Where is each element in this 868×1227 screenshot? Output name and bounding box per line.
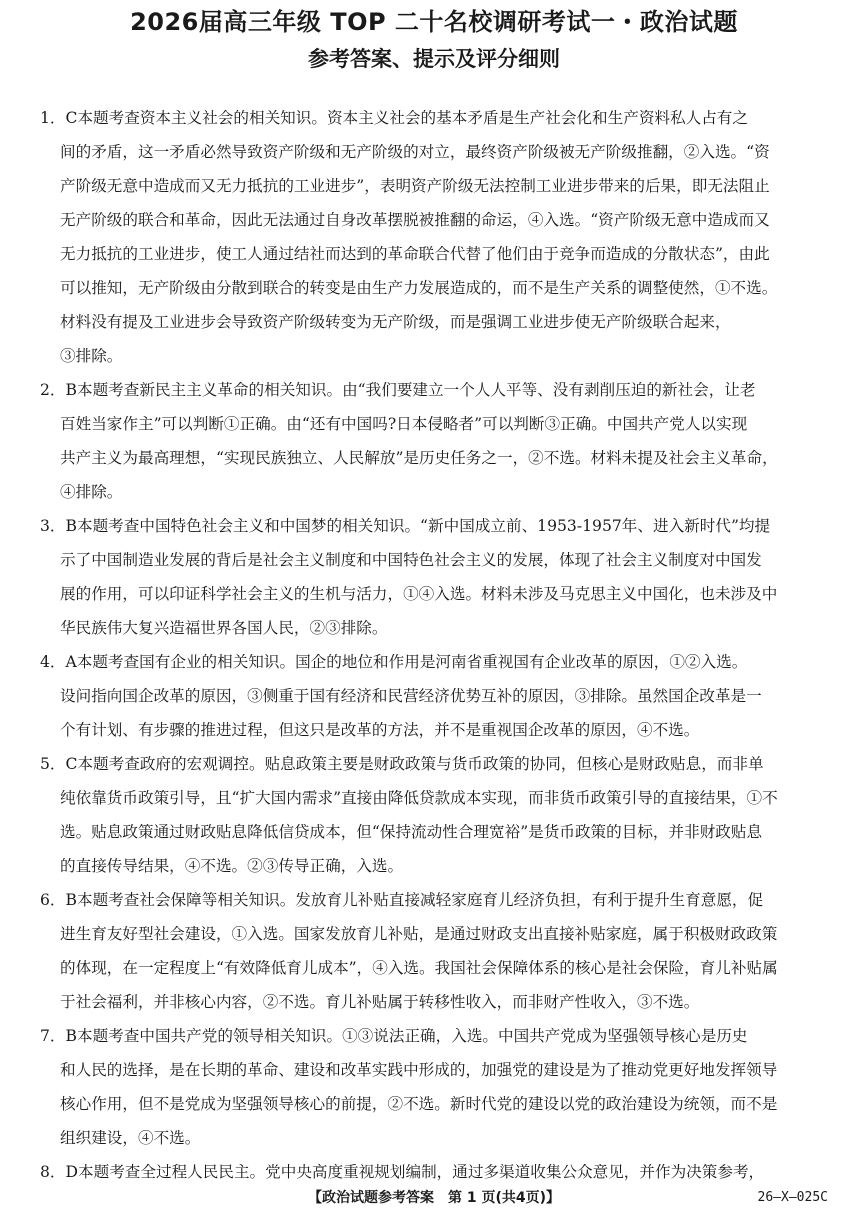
footer-page-label: 【政治试题参考答案 第 1 页(共4页)】 (307, 1190, 561, 1206)
answer-line: 和人民的选择，是在长期的革命、建设和改革实践中形成的，加强党的建设是为了推动党更好地发挥领导 (60, 1061, 778, 1079)
answer-item (40, 747, 836, 883)
answer-item (40, 509, 836, 645)
page-subtitle: 参考答案、提示及评分细则 (308, 47, 560, 71)
footer-code: 26—X—025C (757, 1190, 828, 1205)
answer-line: 选。贴息政策通过财政贴息降低信贷成本，但“保持流动性合理宽裕”是货币政策的目标，并非财政贴息 (60, 823, 763, 841)
answer-line: ③排除。 (60, 347, 123, 365)
answer-line: 示了中国制造业发展的背后是社会主义制度和中国特色社会主义的发展，体现了社会主义制度对中国发 (60, 551, 762, 569)
answer-line: 无产阶级的联合和革命，因此无法通过自身改革摆脱被推翻的命运，④入选。“资产阶级无意中造成而又 (60, 211, 770, 229)
answer-item (40, 373, 836, 509)
answer-first-line: 7．B本题考查中国共产党的领导相关知识。①③说法正确，入选。中国共产党成为坚强领导核心是历史 (40, 1027, 748, 1045)
answer-line: 核心作用，但不是党成为坚强领导核心的前提，②不选。新时代党的建设以党的政治建设为统领，而不是 (60, 1095, 778, 1113)
answer-line: ④排除。 (60, 483, 123, 501)
answer-line: 于社会福利，并非核心内容，②不选。育儿补贴属于转移性收入，而非财产性收入，③不选。 (60, 993, 700, 1011)
answer-line: 百姓当家作主”可以判断①正确。由“还有中国吗?日本侵略者”可以判断③正确。中国共产党人以实现 (60, 415, 748, 433)
answer-list (40, 101, 836, 1189)
answer-line: 无力抵抗的工业进步，使工人通过结社而达到的革命联合代替了他们由于竞争而造成的分散状态”，由此 (60, 245, 770, 263)
answer-line: 个有计划、有步骤的推进过程，但这只是改革的方法，并不是重视国企改革的原因，④不选。 (60, 721, 700, 739)
answer-first-line: 6．B本题考查社会保障等相关知识。发放育儿补贴直接减轻家庭育儿经济负担，有利于提升生育意愿，促 (40, 891, 764, 909)
answer-first-line: 2．B本题考查新民主主义革命的相关知识。由“我们要建立一个人人平等、没有剥削压迫的新社会，让老 (40, 381, 756, 399)
answer-line: 组织建设，④不选。 (60, 1129, 201, 1147)
page-footer (0, 1186, 868, 1210)
answer-item (40, 101, 836, 373)
answer-item (40, 883, 836, 1019)
answer-line: 华民族伟大复兴造福世界各国人民，②③排除。 (60, 619, 388, 637)
answer-first-line: 3．B本题考查中国特色社会主义和中国梦的相关知识。“新中国成立前、1953-1957年、进入新时代”均提 (40, 517, 771, 535)
answer-line: 纯依靠货币政策引导，且“扩大国内需求”直接由降低贷款成本实现，而非货币政策引导的直接结果，①不 (60, 789, 778, 807)
answer-line: 展的作用，可以印证科学社会主义的生机与活力，①④入选。材料未涉及马克思主义中国化，也未涉及中 (60, 585, 778, 603)
answer-first-line: 5．C本题考查政府的宏观调控。贴息政策主要是财政政策与货币政策的协同，但核心是财政贴息，而非单 (40, 755, 764, 773)
answer-line: 材料没有提及工业进步会导致资产阶级转变为无产阶级，而是强调工业进步使无产阶级联合起来， (60, 313, 731, 331)
answer-item (40, 645, 836, 747)
answer-first-line: 8．D本题考查全过程人民民主。党中央高度重视规划编制，通过多渠道收集公众意见，并作为决策参考， (40, 1163, 765, 1181)
answer-line: 的体现，在一定程度上“有效降低育儿成本”，④入选。我国社会保障体系的核心是社会保险，育儿补贴属 (60, 959, 778, 977)
answer-first-line: 4．A本题考查国有企业的相关知识。国企的地位和作用是河南省重视国有企业改革的原因，①②入选。 (40, 653, 748, 671)
answer-line: 进生育友好型社会建设，①入选。国家发放育儿补贴，是通过财政支出直接补贴家庭，属于积极财政政策 (60, 925, 778, 943)
answer-item (40, 1155, 836, 1189)
answer-item (40, 1019, 836, 1155)
page-title: 2026届高三年级 TOP 二十名校调研考试一・政治试题 (130, 8, 738, 36)
answer-line: 间的矛盾，这一矛盾必然导致资产阶级和无产阶级的对立，最终资产阶级被无产阶级推翻，②入选。“资 (60, 143, 770, 161)
answer-line: 的直接传导结果，④不选。②③传导正确，入选。 (60, 857, 404, 875)
answer-line: 设问指向国企改革的原因，③侧重于国有经济和民营经济优势互补的原因，③排除。虽然国企改革是一 (60, 687, 762, 705)
answer-line: 共产主义为最高理想，“实现民族独立、人民解放”是历史任务之一，②不选。材料未提及社会主义革命， (60, 449, 778, 467)
answer-line: 产阶级无意中造成而又无力抵抗的工业进步”，表明资产阶级无法控制工业进步带来的后果，即无法阻止 (60, 177, 770, 195)
answer-line: 可以推知，无产阶级由分散到联合的转变是由生产力发展造成的，而不是生产关系的调整使然，①不选。 (60, 279, 778, 297)
answer-first-line: 1．C本题考查资本主义社会的相关知识。资本主义社会的基本矛盾是生产社会化和生产资料私人占有之 (40, 109, 748, 127)
